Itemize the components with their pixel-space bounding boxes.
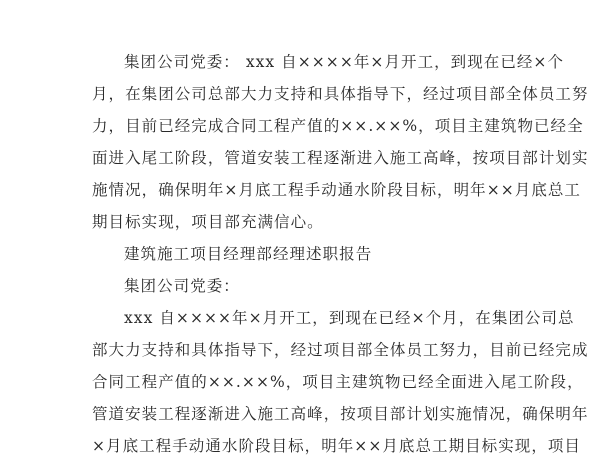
paragraph-2-line-4: 管道安装工程逐渐进入施工高峰，按项目部计划实施情况，确保明年: [92, 405, 589, 423]
paragraph-1-line-1: 集团公司党委： xxx 自××××年×月开工，到现在已经×个: [124, 53, 565, 71]
paragraph-1-line-3: 力，目前已经完成合同工程产值的××.××%，项目主建筑物已经全: [92, 117, 584, 135]
paragraph-1-line-6: 期目标实现，项目部充满信心。: [92, 213, 324, 231]
paragraph-2-line-5: ×月底工程手动通水阶段目标，明年××月底总工期目标实现，项目: [92, 437, 581, 455]
paragraph-2-line-1: xxx 自××××年×月开工，到现在已经×个月，在集团公司总: [124, 309, 575, 327]
report-title: 建筑施工项目经理部经理述职报告: [124, 245, 373, 263]
paragraph-2-line-3: 合同工程产值的××.××%，项目主建筑物已经全面进入尾工阶段，: [92, 373, 584, 391]
paragraph-1-line-4: 面进入尾工阶段，管道安装工程逐渐进入施工高峰，按项目部计划实: [92, 149, 589, 167]
paragraph-2-line-2: 部大力支持和具体指导下，经过项目部全体员工努力，目前已经完成: [92, 341, 589, 359]
paragraph-1-line-5: 施情况，确保明年×月底工程手动通水阶段目标，明年××月底总工: [92, 181, 581, 199]
paragraph-1-line-2: 月，在集团公司总部大力支持和具体指导下，经过项目部全体员工努: [92, 85, 589, 103]
salutation: 集团公司党委：: [124, 277, 240, 295]
